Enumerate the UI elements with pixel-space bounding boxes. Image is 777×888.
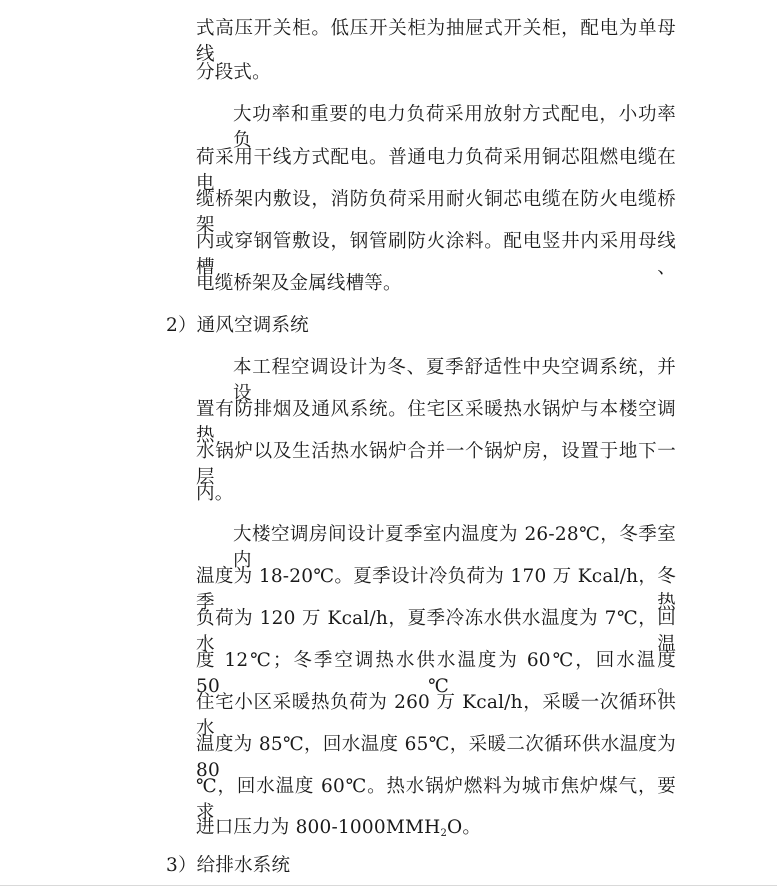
paragraph-line: 电缆桥架及金属线槽等。 xyxy=(196,273,402,294)
paragraph-line: 度 12℃；冬季空调热水供水温度为 60℃，回水温度 50℃。 xyxy=(196,650,676,697)
section-heading-ventilation: 2）通风空调系统 xyxy=(166,315,309,336)
paragraph-line: 内。 xyxy=(196,483,234,504)
paragraph-line: 置有防排烟及通风系统。住宅区采暖热水锅炉与本楼空调热 xyxy=(196,399,676,446)
paragraph-line: 住宅小区采暖热负荷为 260 万 Kcal/h，采暖一次循环供水 xyxy=(196,692,676,739)
paragraph-line: 荷采用干线方式配电。普通电力负荷采用铜芯阻燃电缆在电 xyxy=(196,147,676,194)
paragraph-line: 水锅炉以及生活热水锅炉合并一个锅炉房，设置于地下一层 xyxy=(196,441,676,488)
paragraph-line: 本工程空调设计为冬、夏季舒适性中央空调系统，并设 xyxy=(233,357,676,404)
paragraph-line: 大功率和重要的电力负荷采用放射方式配电，小功率负 xyxy=(233,104,676,151)
pressure-text-end: O。 xyxy=(447,817,482,838)
page-bottom-divider xyxy=(0,885,777,886)
paragraph-line: 式高压开关柜。低压开关柜为抽屉式开关柜，配电为单母线 xyxy=(196,18,676,65)
paragraph-line: 温度为 18-20℃。夏季设计冷负荷为 170 万 Kcal/h，冬季热 xyxy=(196,566,676,613)
paragraph-line: 缆桥架内敷设，消防负荷采用耐火铜芯电缆在防火电缆桥架 xyxy=(196,189,676,236)
subscript-2: 2 xyxy=(440,828,448,839)
paragraph-line: 温度为 85℃，回水温度 65℃，采暖二次循环供水温度为 80 xyxy=(196,734,676,781)
paragraph-line: 内或穿钢管敷设，钢管刷防火涂料。配电竖井内采用母线槽、 xyxy=(196,231,676,278)
paragraph-line: 分段式。 xyxy=(196,62,271,83)
paragraph-line: 大楼空调房间设计夏季室内温度为 26-28℃，冬季室内 xyxy=(233,524,676,571)
pressure-text: 进口压力为 800-1000MMH xyxy=(196,817,441,838)
paragraph-line-last xyxy=(196,815,481,847)
paragraph-line: ℃，回水温度 60℃。热水锅炉燃料为城市焦炉煤气，要求 xyxy=(196,776,676,823)
paragraph-line: 负荷为 120 万 Kcal/h，夏季冷冻水供水温度为 7℃，回水温 xyxy=(196,608,676,655)
section-heading-water: 3）给排水系统 xyxy=(166,855,291,876)
